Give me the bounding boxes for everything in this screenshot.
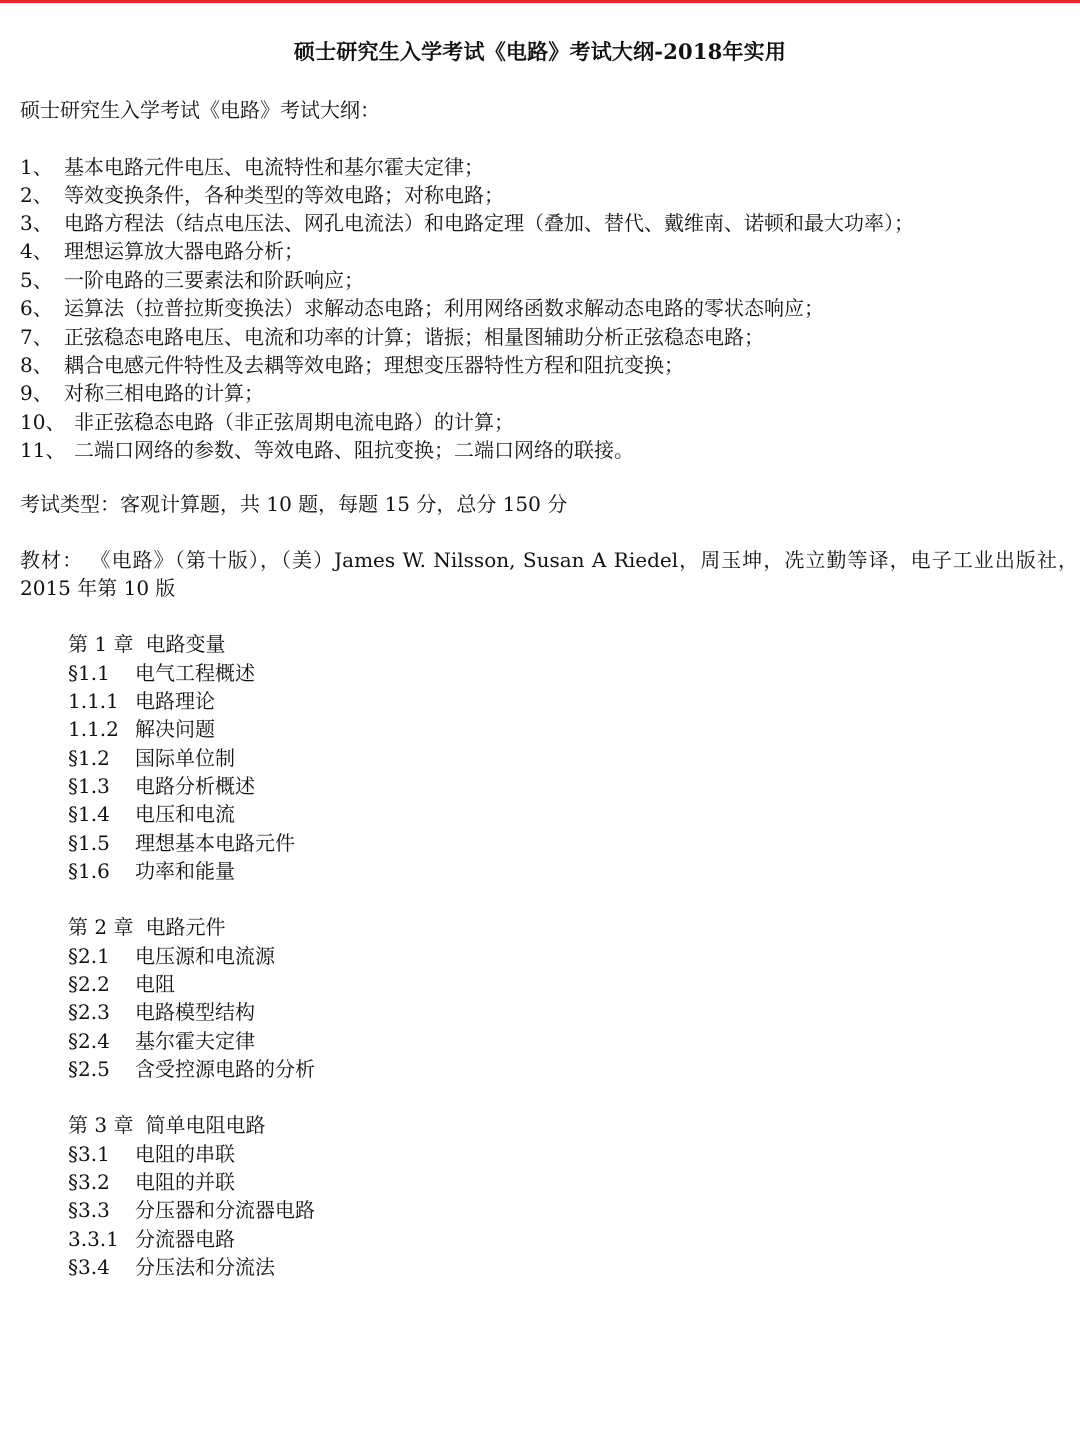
section-number: §1.3 (68, 774, 110, 798)
syllabus-item (20, 209, 914, 237)
section-title: 分压器和分流器电路 (135, 1198, 315, 1222)
section-item (68, 970, 175, 998)
section-item (68, 1055, 315, 1083)
section-number: §1.4 (68, 802, 110, 826)
chapter-number: 第 3 章 (68, 1113, 134, 1137)
syllabus-item-number: 2、 (20, 183, 53, 207)
syllabus-item-number: 10、 (20, 410, 66, 434)
section-number: §3.1 (68, 1142, 110, 1166)
section-title: 电路理论 (135, 689, 215, 713)
section-item (68, 942, 275, 970)
section-item (68, 1196, 315, 1224)
section-title: 解决问题 (135, 717, 215, 741)
syllabus-item-number: 5、 (20, 268, 53, 292)
section-number: §2.3 (68, 1000, 110, 1024)
syllabus-item-text: 耦合电感元件特性及去耦等效电路；理想变压器特性方程和阻抗变换； (64, 353, 684, 377)
section-number: §3.2 (68, 1170, 110, 1194)
section-number: 1.1.1 (68, 689, 119, 713)
section-item (68, 659, 255, 687)
section-number: §2.1 (68, 944, 110, 968)
section-number: §2.5 (68, 1057, 110, 1081)
section-title: 电阻的并联 (135, 1170, 235, 1194)
syllabus-item (20, 436, 634, 464)
chapter-title: 简单电阻电路 (145, 1113, 266, 1137)
syllabus-item-number: 8、 (20, 353, 53, 377)
section-title: 含受控源电路的分析 (135, 1057, 315, 1081)
section-title: 理想基本电路元件 (135, 831, 295, 855)
section-title: 电路分析概述 (135, 774, 255, 798)
section-title: 电压和电流 (135, 802, 235, 826)
chapter-title: 电路变量 (145, 632, 226, 656)
section-item (68, 1225, 235, 1253)
section-title: 功率和能量 (135, 859, 235, 883)
chapter-title: 电路元件 (145, 915, 226, 939)
section-item (68, 857, 235, 885)
section-item (68, 772, 255, 800)
syllabus-item-text: 等效变换条件，各种类型的等效电路；对称电路； (64, 183, 504, 207)
section-number: §2.2 (68, 972, 110, 996)
syllabus-item (20, 181, 504, 209)
section-title: 基尔霍夫定律 (135, 1029, 255, 1053)
section-title: 分压法和分流法 (135, 1255, 275, 1279)
section-item (68, 1140, 235, 1168)
syllabus-item (20, 408, 514, 436)
syllabus-item-number: 3、 (20, 211, 53, 235)
section-item (68, 715, 215, 743)
section-item (68, 800, 235, 828)
syllabus-item-number: 7、 (20, 325, 53, 349)
syllabus-item-text: 正弦稳态电路电压、电流和功率的计算；谐振；相量图辅助分析正弦稳态电路； (64, 325, 764, 349)
section-title: 国际单位制 (135, 746, 235, 770)
section-title: 电气工程概述 (135, 661, 255, 685)
section-number: §1.1 (68, 661, 110, 685)
exam-type-line: 考试类型：客观计算题，共 10 题，每题 15 分，总分 150 分 (20, 492, 568, 516)
section-title: 分流器电路 (135, 1227, 235, 1251)
syllabus-item-number: 4、 (20, 239, 53, 263)
section-title: 电路模型结构 (135, 1000, 255, 1024)
section-item (68, 744, 235, 772)
section-number: §3.3 (68, 1198, 110, 1222)
section-item (68, 687, 215, 715)
section-title: 电阻 (135, 972, 175, 996)
chapter-heading (68, 1111, 265, 1139)
syllabus-item (20, 323, 764, 351)
chapter-number: 第 2 章 (68, 915, 134, 939)
document-title: 硕士研究生入学考试《电路》考试大纲-2018年实用 (293, 39, 787, 64)
syllabus-item-text: 二端口网络的参数、等效电路、阻抗变换；二端口网络的联接。 (74, 438, 634, 462)
section-title: 电压源和电流源 (135, 944, 275, 968)
syllabus-item-number: 1、 (20, 155, 53, 179)
syllabus-item-text: 电路方程法（结点电压法、网孔电流法）和电路定理（叠加、替代、戴维南、诺顿和最大功率）； (64, 211, 914, 235)
section-title: 电阻的串联 (135, 1142, 235, 1166)
syllabus-item-text: 基本电路元件电压、电流特性和基尔霍夫定律； (64, 155, 484, 179)
section-number: §3.4 (68, 1255, 110, 1279)
syllabus-item (20, 266, 364, 294)
syllabus-item-number: 6、 (20, 296, 53, 320)
section-number: 3.3.1 (68, 1227, 119, 1251)
syllabus-item (20, 237, 304, 265)
section-item (68, 1253, 275, 1281)
section-number: §1.5 (68, 831, 110, 855)
section-number: §1.2 (68, 746, 110, 770)
section-item (68, 1027, 255, 1055)
syllabus-item-number: 9、 (20, 381, 53, 405)
syllabus-item-text: 运算法（拉普拉斯变换法）求解动态电路；利用网络函数求解动态电路的零状态响应； (64, 296, 824, 320)
chapter-heading (68, 913, 225, 941)
section-item (68, 829, 295, 857)
syllabus-item (20, 294, 824, 322)
textbook-paragraph: 教材： 《电路》（第十版），（美）James W. Nilsson, Susan A Riedel，周玉坤，冼立勤等译，电子工业出版社，2015 年第 10 版 (20, 548, 1078, 600)
chapter-heading (68, 630, 225, 658)
intro-line: 硕士研究生入学考试《电路》考试大纲： (20, 98, 380, 122)
syllabus-item-number: 11、 (20, 438, 66, 462)
section-number: 1.1.2 (68, 717, 119, 741)
syllabus-item-text: 理想运算放大器电路分析； (64, 239, 304, 263)
syllabus-item (20, 379, 264, 407)
syllabus-item-text: 一阶电路的三要素法和阶跃响应； (64, 268, 364, 292)
chapter-number: 第 1 章 (68, 632, 134, 656)
section-number: §1.6 (68, 859, 110, 883)
section-item (68, 998, 255, 1026)
syllabus-item (20, 351, 684, 379)
syllabus-item-text: 非正弦稳态电路（非正弦周期电流电路）的计算； (74, 410, 514, 434)
syllabus-item-text: 对称三相电路的计算； (64, 381, 264, 405)
section-item (68, 1168, 235, 1196)
section-number: §2.4 (68, 1029, 110, 1053)
syllabus-item (20, 153, 484, 181)
